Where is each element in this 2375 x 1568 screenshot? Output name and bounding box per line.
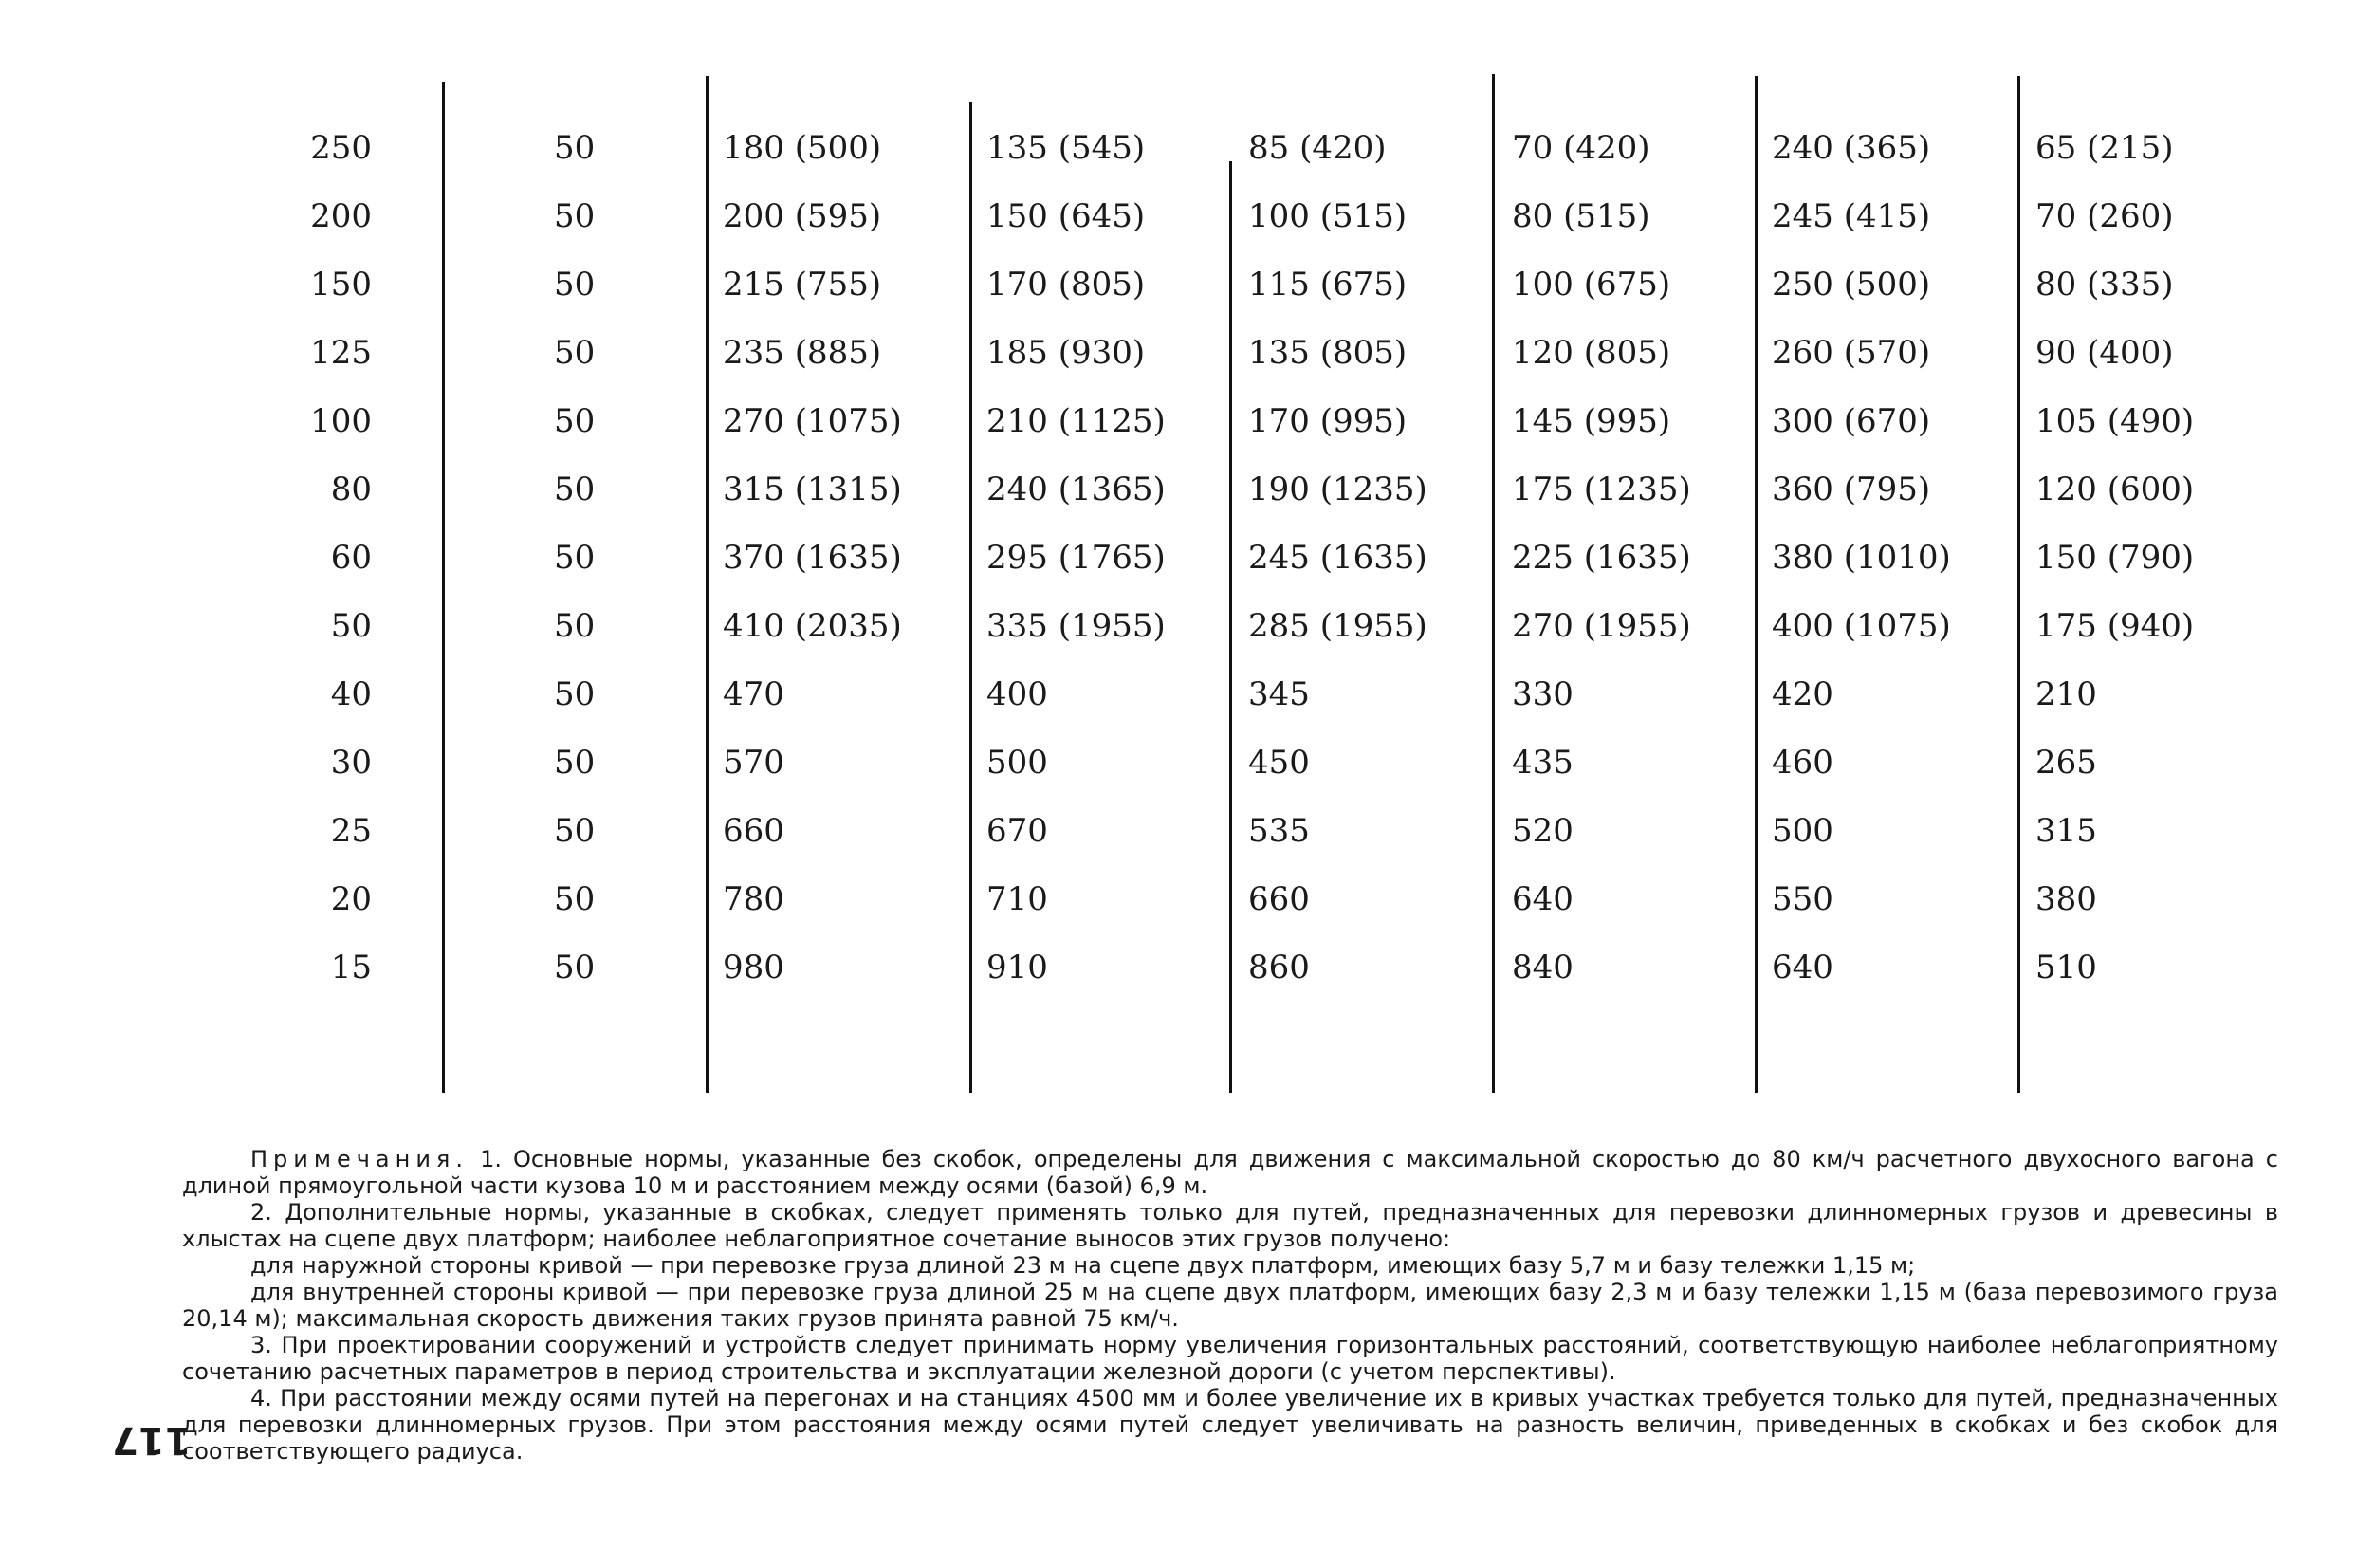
table-cell: 100 (515)	[1248, 197, 1408, 235]
table-cell: 30	[330, 744, 372, 782]
table-cell: 840	[1512, 949, 1574, 987]
table-cell: 470	[723, 675, 784, 713]
table-cell: 50	[554, 675, 596, 713]
table-cell: 200	[310, 197, 372, 235]
column-separator	[969, 102, 972, 1093]
table-cell: 240 (1365)	[986, 470, 1166, 508]
table-cell: 80 (335)	[2035, 266, 2174, 304]
table-cell: 65 (215)	[2035, 129, 2174, 167]
table-column-8	[2035, 114, 2244, 1002]
table-cell: 80	[330, 470, 372, 508]
column-separator	[2017, 76, 2020, 1093]
table-cell: 370 (1635)	[723, 539, 902, 577]
table-cell: 520	[1512, 812, 1574, 850]
table-cell: 400 (1075)	[1772, 607, 1951, 645]
table-column-6	[1512, 114, 1721, 1002]
table-cell: 50	[554, 470, 596, 508]
table-cell: 50	[554, 744, 596, 782]
table-cell: 175 (1235)	[1512, 470, 1691, 508]
table-cell: 15	[330, 949, 372, 987]
table-cell: 190 (1235)	[1248, 470, 1427, 508]
note-2b: для внутренней стороны кривой — при перевозке груза длиной 25 м на сцепе двух платформ, имеющих базу 2,3 м и базу тележки 1,15 м (база перевозимого груза 20,14 м); максимальная скорость движения таких грузов принята равной 75 км/ч.	[182, 1279, 2278, 1332]
table-cell: 150 (645)	[986, 197, 1146, 235]
table-cell: 20	[330, 880, 372, 918]
table-cell: 910	[986, 949, 1048, 987]
table-cell: 660	[1248, 880, 1310, 918]
column-separator	[1755, 76, 1758, 1093]
table-cell: 50	[554, 949, 596, 987]
table-cell: 175 (940)	[2035, 607, 2195, 645]
table-cell: 670	[986, 812, 1048, 850]
table-cell: 980	[723, 949, 784, 987]
table-cell: 500	[1772, 812, 1833, 850]
table-cell: 135 (805)	[1248, 334, 1408, 372]
table-cell: 120 (805)	[1512, 334, 1671, 372]
table-cell: 300 (670)	[1772, 402, 1931, 440]
table-cell: 60	[330, 539, 372, 577]
table-cell: 70 (260)	[2035, 197, 2174, 235]
table-cell: 250 (500)	[1772, 266, 1931, 304]
table-cell: 85 (420)	[1248, 129, 1387, 167]
table-cell: 105 (490)	[2035, 402, 2195, 440]
table-cell: 285 (1955)	[1248, 607, 1427, 645]
table-cell: 315 (1315)	[723, 470, 902, 508]
table-cell: 660	[723, 812, 784, 850]
table-cell: 270 (1955)	[1512, 607, 1691, 645]
table-column-4	[986, 114, 1195, 1002]
table-cell: 250	[310, 129, 372, 167]
note-1-text: 1. Основные нормы, указанные без скобок, определены для движения с максимальной скоростью до 80 км/ч расчетного двухосного вагона с длиной прямоугольной части кузова 10 м и расстоянием между осями (базой) 6,9 м.	[182, 1146, 2278, 1199]
table-cell: 500	[986, 744, 1048, 782]
note-4: 4. При расстоянии между осями путей на перегонах и на станциях 4500 мм и более увеличение их в кривых участках требуется только для путей, предназначенных для перевозки длинномерных грузов. При этом расстояния между осями путей следует увеличивать на разность величин, приведенных в скобках и без скобок для соответствующего радиуса.	[182, 1385, 2278, 1465]
table-cell: 570	[723, 744, 784, 782]
table-cell: 50	[554, 334, 596, 372]
note-2a: для наружной стороны кривой — при перевозке груза длиной 23 м на сцепе двух платформ, имеющих базу 5,7 м и базу тележки 1,15 м;	[250, 1252, 1916, 1279]
table-cell: 100	[310, 402, 372, 440]
page-number: 117	[112, 1418, 192, 1462]
table-cell: 315	[2035, 812, 2097, 850]
table-cell: 550	[1772, 880, 1833, 918]
table-cell: 400	[986, 675, 1048, 713]
table-cell: 50	[554, 539, 596, 577]
table-cell: 200 (595)	[723, 197, 882, 235]
column-separator	[442, 82, 445, 1093]
note-1	[182, 1146, 2278, 1199]
table-cell: 380	[2035, 880, 2097, 918]
table-cell: 535	[1248, 812, 1310, 850]
table-cell: 70 (420)	[1512, 129, 1650, 167]
note-2: 2. Дополнительные нормы, указанные в скобках, следует применять только для путей, предназначенных для перевозки длинномерных грузов и древесины в хлыстах на сцепе двух платформ; наиболее неблагоприятное сочетание выносов этих грузов получено:	[182, 1199, 2278, 1252]
table-cell: 150 (790)	[2035, 539, 2195, 577]
table-cell: 295 (1765)	[986, 539, 1166, 577]
table-cell: 170 (995)	[1248, 402, 1408, 440]
table-cell: 410 (2035)	[723, 607, 902, 645]
table-cell: 380 (1010)	[1772, 539, 1951, 577]
table-column-3	[723, 114, 931, 1002]
table-cell: 135 (545)	[986, 129, 1146, 167]
column-separator	[1229, 161, 1232, 1093]
table-cell: 50	[554, 880, 596, 918]
table-column-radius	[285, 114, 372, 1002]
table-cell: 360 (795)	[1772, 470, 1931, 508]
notes-block	[182, 1146, 2278, 1465]
table-cell: 420	[1772, 675, 1833, 713]
table-cell: 90 (400)	[2035, 334, 2174, 372]
table-column-7	[1772, 114, 1980, 1002]
table-cell: 50	[554, 402, 596, 440]
table-cell: 435	[1512, 744, 1574, 782]
table-cell: 115 (675)	[1248, 266, 1408, 304]
table-cell: 640	[1772, 949, 1833, 987]
table-cell: 180 (500)	[723, 129, 882, 167]
table-cell: 510	[2035, 949, 2097, 987]
table-cell: 640	[1512, 880, 1574, 918]
table-cell: 265	[2035, 744, 2097, 782]
table-cell: 245 (1635)	[1248, 539, 1427, 577]
table-cell: 780	[723, 880, 784, 918]
table-cell: 270 (1075)	[723, 402, 902, 440]
table-cell: 120 (600)	[2035, 470, 2195, 508]
table-cell: 50	[554, 607, 596, 645]
table-cell: 235 (885)	[723, 334, 882, 372]
table-cell: 215 (755)	[723, 266, 882, 304]
table-cell: 240 (365)	[1772, 129, 1931, 167]
table-cell: 460	[1772, 744, 1833, 782]
table-column-5	[1248, 114, 1457, 1002]
table-cell: 125	[310, 334, 372, 372]
table-cell: 145 (995)	[1512, 402, 1671, 440]
column-separator	[1492, 74, 1495, 1093]
table-cell: 25	[330, 812, 372, 850]
table-column-2	[554, 114, 630, 1002]
table-cell: 170 (805)	[986, 266, 1146, 304]
table-cell: 345	[1248, 675, 1310, 713]
column-separator	[706, 76, 709, 1093]
table-cell: 335 (1955)	[986, 607, 1166, 645]
table-cell: 40	[330, 675, 372, 713]
table-cell: 245 (415)	[1772, 197, 1931, 235]
table-cell: 330	[1512, 675, 1574, 713]
notes-heading: Примечания.	[250, 1146, 469, 1172]
table-cell: 150	[310, 266, 372, 304]
table-cell: 185 (930)	[986, 334, 1146, 372]
table-cell: 210 (1125)	[986, 402, 1166, 440]
table-cell: 50	[330, 607, 372, 645]
table-cell: 450	[1248, 744, 1310, 782]
table-cell: 50	[554, 812, 596, 850]
table-cell: 50	[554, 197, 596, 235]
table-cell: 210	[2035, 675, 2097, 713]
table-cell: 260 (570)	[1772, 334, 1931, 372]
table-cell: 710	[986, 880, 1048, 918]
table-cell: 50	[554, 266, 596, 304]
table-cell: 80 (515)	[1512, 197, 1650, 235]
table-cell: 860	[1248, 949, 1310, 987]
table-cell: 225 (1635)	[1512, 539, 1691, 577]
table-cell: 50	[554, 129, 596, 167]
table-cell: 100 (675)	[1512, 266, 1671, 304]
note-3: 3. При проектировании сооружений и устройств следует принимать норму увеличения горизонтальных расстояний, соответствующую наиболее неблагоприятному сочетанию расчетных параметров в период строительства и эксплуатации железной дороги (с учетом перспективы).	[182, 1332, 2278, 1385]
